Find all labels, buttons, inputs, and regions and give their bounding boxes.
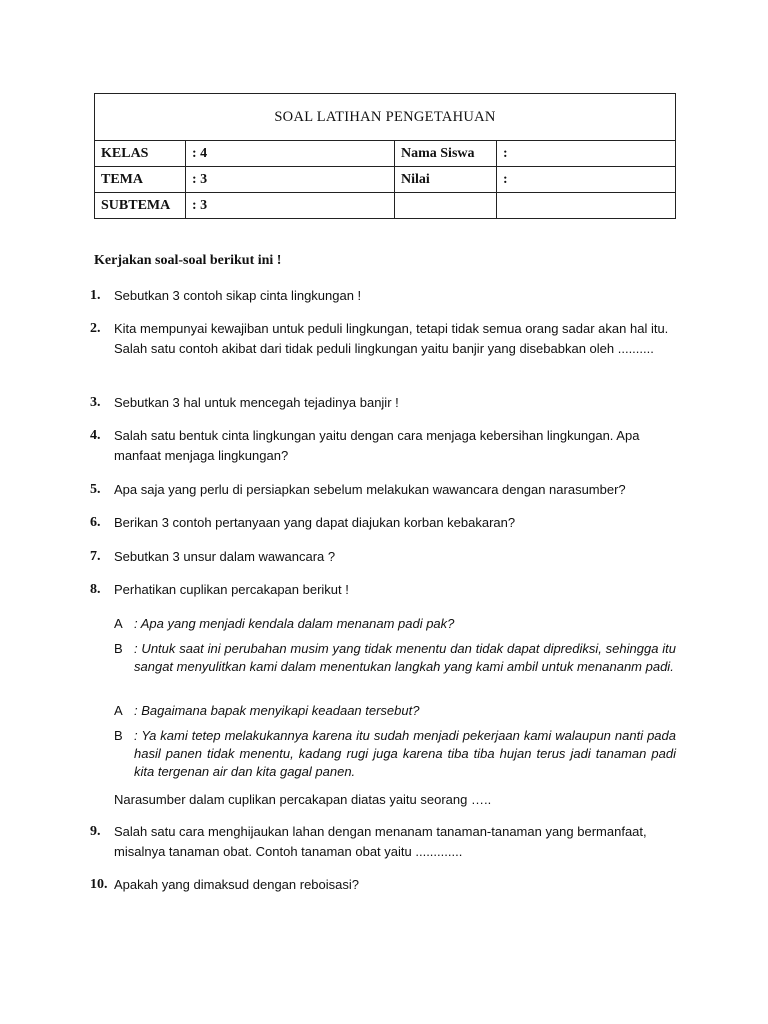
question-5: [90, 480, 680, 500]
dialogue-speaker: A: [114, 616, 123, 631]
question-9: [90, 822, 680, 862]
dialogue-text: : Bagaimana bapak menyikapi keadaan tersebut?: [134, 703, 420, 718]
question-text: Apakah yang dimaksud dengan reboisasi?: [114, 877, 360, 892]
question-text: Sebutkan 3 unsur dalam wawancara ?: [114, 549, 336, 564]
question-8: [90, 580, 680, 600]
question-text: Salah satu bentuk cinta lingkungan yaitu dengan cara menjaga kebersihan lingkungan. Apa manfaat menjaga lingkungan?: [114, 428, 640, 463]
header-table: [94, 93, 676, 219]
question-number: 3.: [90, 395, 101, 410]
worksheet-title: SOAL LATIHAN PENGETAHUAN: [95, 94, 676, 141]
dialogue-line: [114, 640, 676, 676]
label-nilai: Nilai: [395, 167, 497, 193]
dialogue-speaker: B: [114, 728, 123, 743]
question-number: 4.: [90, 428, 101, 443]
question-6: [90, 513, 680, 533]
question-number: 9.: [90, 824, 101, 839]
label-tema: TEMA: [95, 167, 186, 193]
value-nilai[interactable]: :: [497, 167, 676, 193]
question-7: [90, 547, 680, 567]
question-1: [90, 286, 680, 306]
dialogue-line: [114, 615, 676, 633]
question-text: Apa saja yang perlu di persiapkan sebelum melakukan wawancara dengan narasumber?: [114, 482, 626, 497]
question-text: Sebutkan 3 hal untuk mencegah tejadinya banjir !: [114, 395, 399, 410]
question-text: Sebutkan 3 contoh sikap cinta lingkungan !: [114, 288, 362, 303]
dialogue-speaker: A: [114, 703, 123, 718]
instruction: Kerjakan soal-soal berikut ini !: [94, 253, 282, 268]
dialogue-line: [114, 702, 676, 720]
question-text: Salah satu cara menghijaukan lahan dengan menanam tanaman-tanaman yang bermanfaat, misalnya tanaman obat. Contoh tanaman obat yaitu .............: [114, 824, 647, 859]
value-kelas: : 4: [186, 141, 395, 167]
question-3: [90, 393, 680, 413]
dialogue-text: : Ya kami tetep melakukannya karena itu sudah menjadi pekerjaan kami walaupun nanti pada hasil panen tidak menentu, kadang rugi juga karena tiba tiba hujan terus jadi tanaman padi kita tergenan air dan kita gagal panen.: [134, 728, 676, 779]
value-nama-siswa[interactable]: :: [497, 141, 676, 167]
question-number: 2.: [90, 321, 101, 336]
question-number: 10.: [90, 877, 108, 892]
empty-cell: [497, 193, 676, 219]
narasumber-prompt: Narasumber dalam cuplikan percakapan diatas yaitu seorang …..: [114, 792, 492, 807]
dialogue-speaker: B: [114, 641, 123, 656]
question-text: Perhatikan cuplikan percakapan berikut !: [114, 582, 349, 597]
question-number: 6.: [90, 515, 101, 530]
question-4: [90, 426, 680, 466]
label-kelas: KELAS: [95, 141, 186, 167]
dialogue-text: : Apa yang menjadi kendala dalam menanam padi pak?: [134, 616, 455, 631]
label-nama-siswa: Nama Siswa: [395, 141, 497, 167]
question-number: 1.: [90, 288, 101, 303]
question-text: Berikan 3 contoh pertanyaan yang dapat diajukan korban kebakaran?: [114, 515, 516, 530]
question-2: [90, 319, 680, 359]
question-10: [90, 875, 680, 895]
value-tema: : 3: [186, 167, 395, 193]
dialogue-text: : Untuk saat ini perubahan musim yang tidak menentu dan tidak dapat diprediksi, sehingga itu sangat menyulitkan kami dalam menentukan langkah yang kami ambil untuk menananm padi.: [134, 641, 676, 674]
question-number: 5.: [90, 482, 101, 497]
question-text: Kita mempunyai kewajiban untuk peduli lingkungan, tetapi tidak semua orang sadar akan hal itu. Salah satu contoh akibat dari tidak peduli lingkungan yaitu banjir yang disebabkan oleh ..........: [114, 321, 669, 356]
empty-cell: [395, 193, 497, 219]
dialogue-line: [114, 727, 676, 781]
question-number: 7.: [90, 549, 101, 564]
label-subtema: SUBTEMA: [95, 193, 186, 219]
value-subtema: : 3: [186, 193, 395, 219]
question-number: 8.: [90, 582, 101, 597]
